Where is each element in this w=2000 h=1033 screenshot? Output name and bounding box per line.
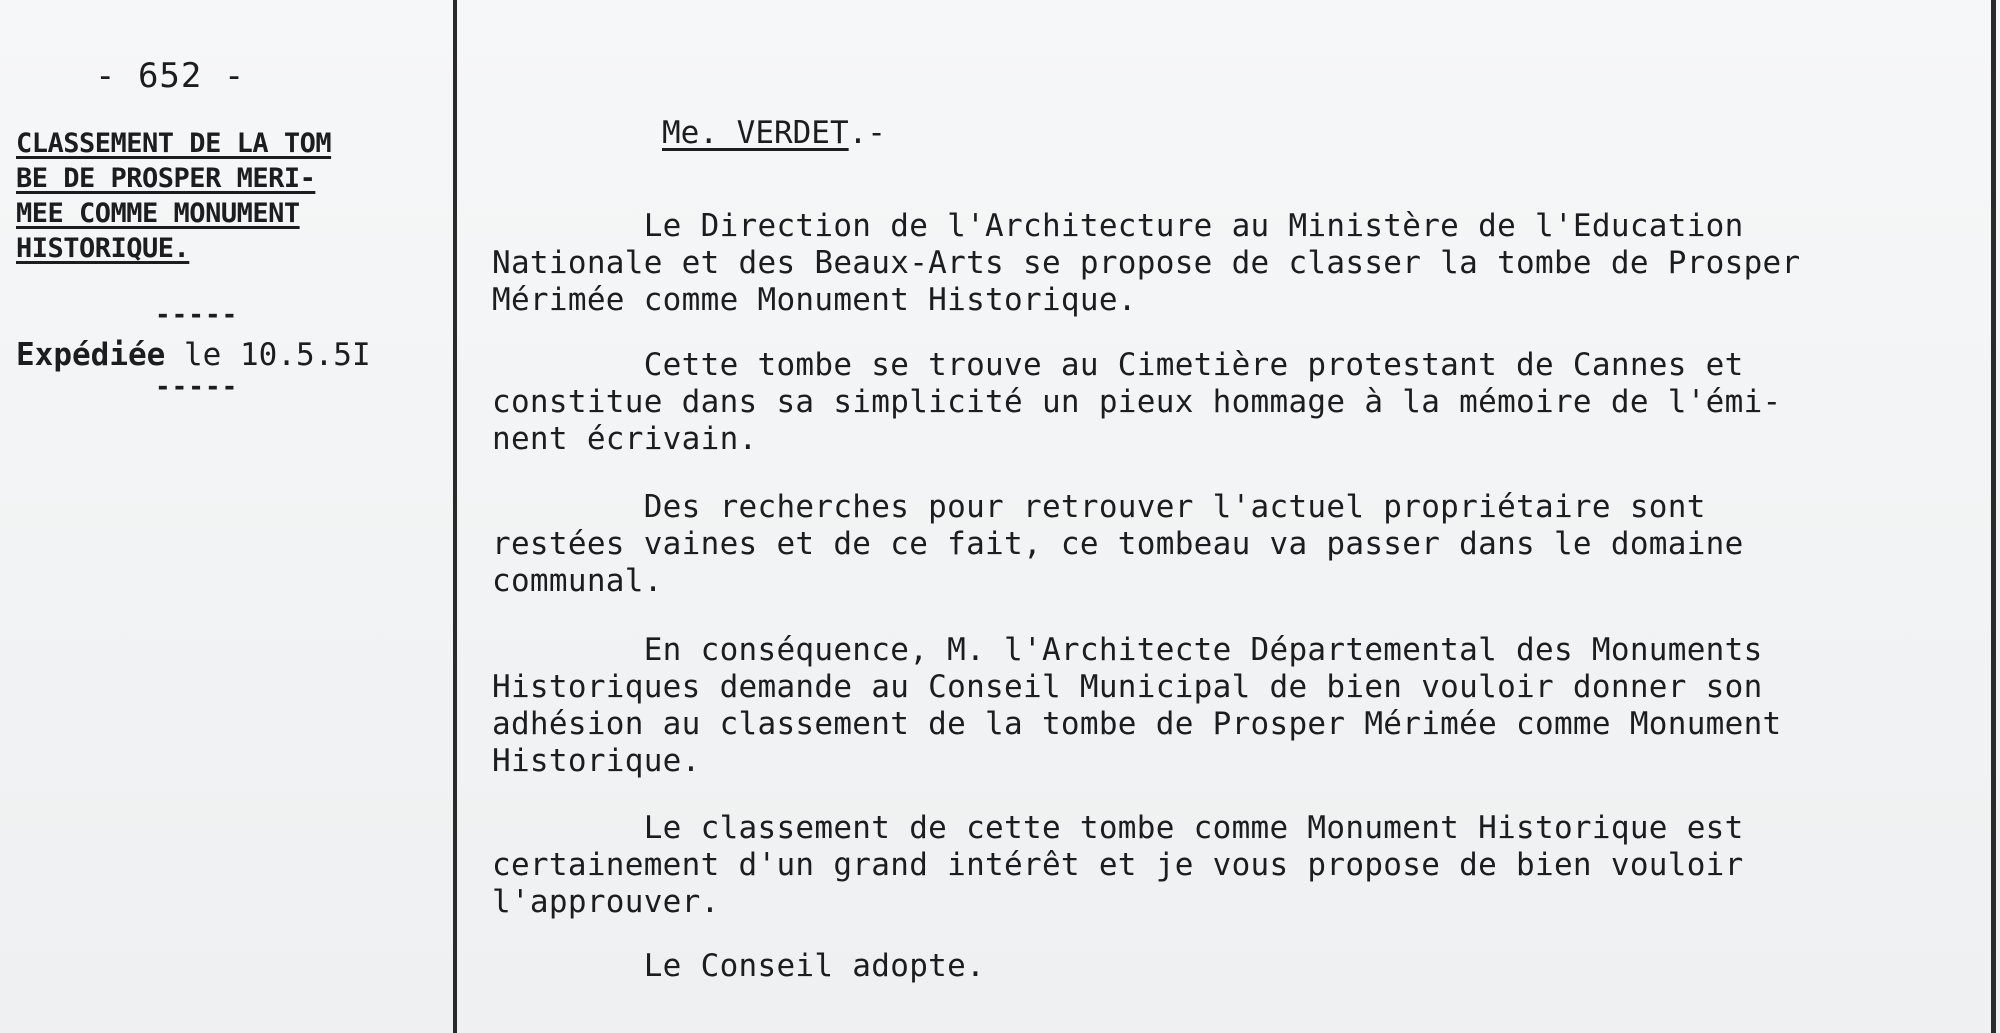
separator-bottom: ----- [155,372,239,402]
sent-date-note [16,337,371,373]
minutes-body [492,0,1987,1033]
subject-line: CLASSEMENT DE LA TOM [16,128,332,159]
paragraph: Le Direction de l'Architecture au Ministère de l'Education Nationale et des Beaux-Arts se propose de classer la tombe de Prosper Mérimée comme Monument Historique. [492,208,1801,318]
paragraph: Le Conseil adopte. [492,948,986,984]
paragraph: Le classement de cette tombe comme Monument Historique est certainement d'un grand intérêt et je vous propose de bien vouloir l'approuver. [492,810,1744,920]
sent-date: le 10.5.5I [183,337,371,373]
speaker-suffix: .- [848,115,886,151]
subject-line: BE DE PROSPER MERI- [16,163,316,194]
margin-rule [453,0,457,1033]
subject-line: HISTORIQUE. [16,233,190,264]
paragraph: Des recherches pour retrouver l'actuel propriétaire sont restées vaines et de ce fait, ce tombeau va passer dans le domaine communal. [492,489,1744,599]
speaker-heading [662,115,886,151]
page-number: - 652 - [95,56,246,96]
right-edge-rule [1991,0,1996,1033]
sent-label: Expédiée [16,337,166,373]
speaker-name: Me. VERDET [662,115,849,151]
paragraph: En conséquence, M. l'Architecte Départemental des Monuments Historiques demande au Conseil Municipal de bien vouloir donner son adhésion au classement de la tombe de Prosper Mérimée comme Monument Historique. [492,632,1782,779]
separator-top: ----- [155,300,239,330]
margin-column [0,0,453,1033]
paragraph: Cette tombe se trouve au Cimetière protestant de Cannes et constitue dans sa simplicité un pieux hommage à la mémoire de l'émi- nent écrivain. [492,347,1782,457]
subject-heading [16,126,456,266]
subject-line: MEE COMME MONUMENT [16,198,300,229]
